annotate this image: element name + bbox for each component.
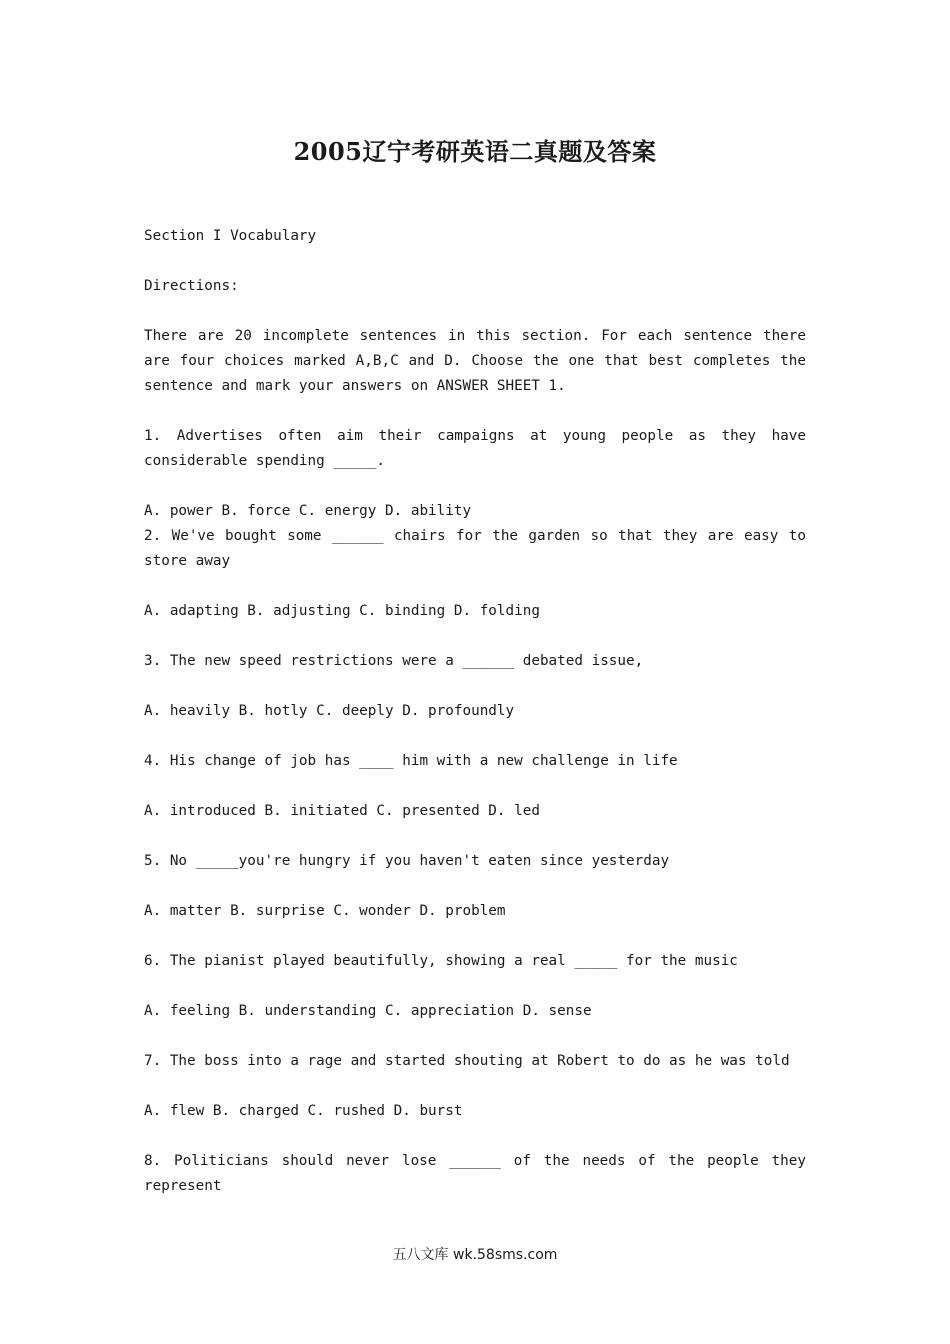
question-5-stem: 5. No _____you're hungry if you haven't eaten since yesterday bbox=[144, 853, 670, 869]
question-6-stem: 6. The pianist played beautifully, showing a real _____ for the music bbox=[144, 953, 738, 969]
question-4-stem: 4. His change of job has ____ him with a new challenge in life bbox=[144, 753, 678, 769]
page-title: 2005辽宁考研英语二真题及答案 bbox=[293, 137, 657, 166]
directions-text: There are 20 incomplete sentences in this section. For each sentence there are four choices marked A,B,C and D. Choose the one that best completes the sentence and mark your answers on ANSWER SHEET 1. bbox=[144, 328, 806, 394]
question-3-stem: 3. The new speed restrictions were a ______ debated issue, bbox=[144, 653, 644, 669]
question-2-stem: 2. We've bought some ______ chairs for the garden so that they are easy to store away bbox=[144, 528, 806, 569]
directions-label: Directions: bbox=[144, 278, 239, 294]
question-5-options: A. matter B. surprise C. wonder D. problem bbox=[144, 903, 506, 919]
section-heading: Section I Vocabulary bbox=[144, 228, 317, 244]
question-1-stem: 1. Advertises often aim their campaigns at young people as they have considerable spending _____. bbox=[144, 428, 806, 469]
question-3-options: A. heavily B. hotly C. deeply D. profoundly bbox=[144, 703, 515, 719]
question-1-options: A. power B. force C. energy D. ability bbox=[144, 503, 472, 519]
question-6-options: A. feeling B. understanding C. appreciation D. sense bbox=[144, 1003, 592, 1019]
question-4-options: A. introduced B. initiated C. presented D. led bbox=[144, 803, 540, 819]
question-2-options: A. adapting B. adjusting C. binding D. folding bbox=[144, 603, 540, 619]
footer-watermark: 五八文库 wk.58sms.com bbox=[392, 1247, 558, 1263]
question-8-stem: 8. Politicians should never lose ______ of the needs of the people they represent bbox=[144, 1153, 806, 1194]
question-7-stem: 7. The boss into a rage and started shouting at Robert to do as he was told bbox=[144, 1053, 790, 1069]
question-7-options: A. flew B. charged C. rushed D. burst bbox=[144, 1103, 463, 1119]
document-body bbox=[144, 224, 806, 1224]
